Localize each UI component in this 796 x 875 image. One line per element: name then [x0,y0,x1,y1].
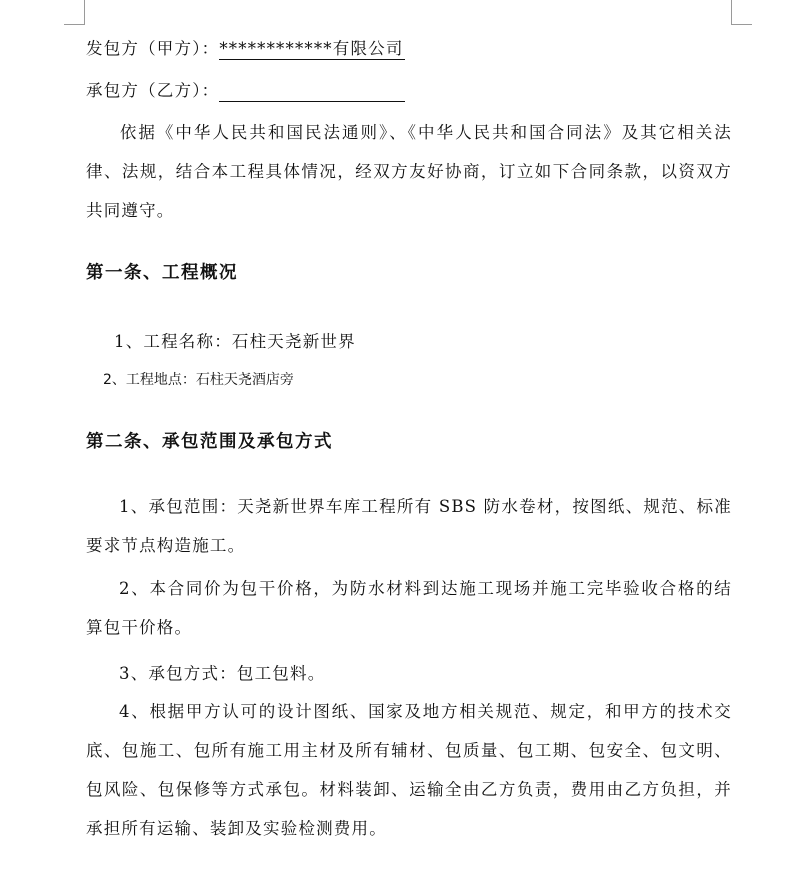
crop-mark-left-horizontal [64,24,85,25]
intro-paragraph [86,113,732,230]
article1-item1: 1、工程名称：石柱天尧新世界 [114,332,356,351]
article2-item3-text: 3、承包方式：包工包料。 [119,664,326,683]
party-b-line [86,77,405,102]
party-a-line [86,35,405,60]
party-a-value: ************有限公司 [219,39,404,58]
article2-item2 [86,569,732,647]
party-a-label: 发包方（甲方）： [86,39,220,58]
article2-item1 [86,487,732,565]
article2-item1-text: 1、承包范围：天尧新世界车库工程所有 SBS 防水卷材，按图纸、规范、标准要求节点构造施工。 [86,497,732,555]
party-b-value [219,81,405,102]
article1-item2: 2、工程地点：石柱天尧酒店旁 [103,372,294,388]
article2-item4 [86,692,732,848]
intro-text: 依据《中华人民共和国民法通则》、《中华人民共和国合同法》及其它相关法律、法规，结合本工程具体情况，经双方友好协商，订立如下合同条款，以资双方共同遵守。 [86,123,732,220]
crop-mark-right-horizontal [731,24,752,25]
party-b-label: 承包方（乙方）： [86,81,220,100]
crop-mark-left-vertical [84,0,85,24]
article1-title: 第一条、工程概况 [86,263,238,283]
article2-item3 [86,654,732,693]
crop-mark-right-vertical [731,0,732,24]
article2-item4-text: 4、根据甲方认可的设计图纸、国家及地方相关规范、规定，和甲方的技术交底、包施工、包所有施工用主材及所有辅材、包质量、包工期、包安全、包文明、包风险、包保修等方式承包。材料装卸、运输全由乙方负责，费用由乙方负担，并承担所有运输、装卸及实验检测费用。 [86,702,732,838]
article2-title: 第二条、承包范围及承包方式 [86,432,333,452]
article2-item2-text: 2、本合同价为包干价格，为防水材料到达施工现场并施工完毕验收合格的结算包干价格。 [86,579,732,637]
